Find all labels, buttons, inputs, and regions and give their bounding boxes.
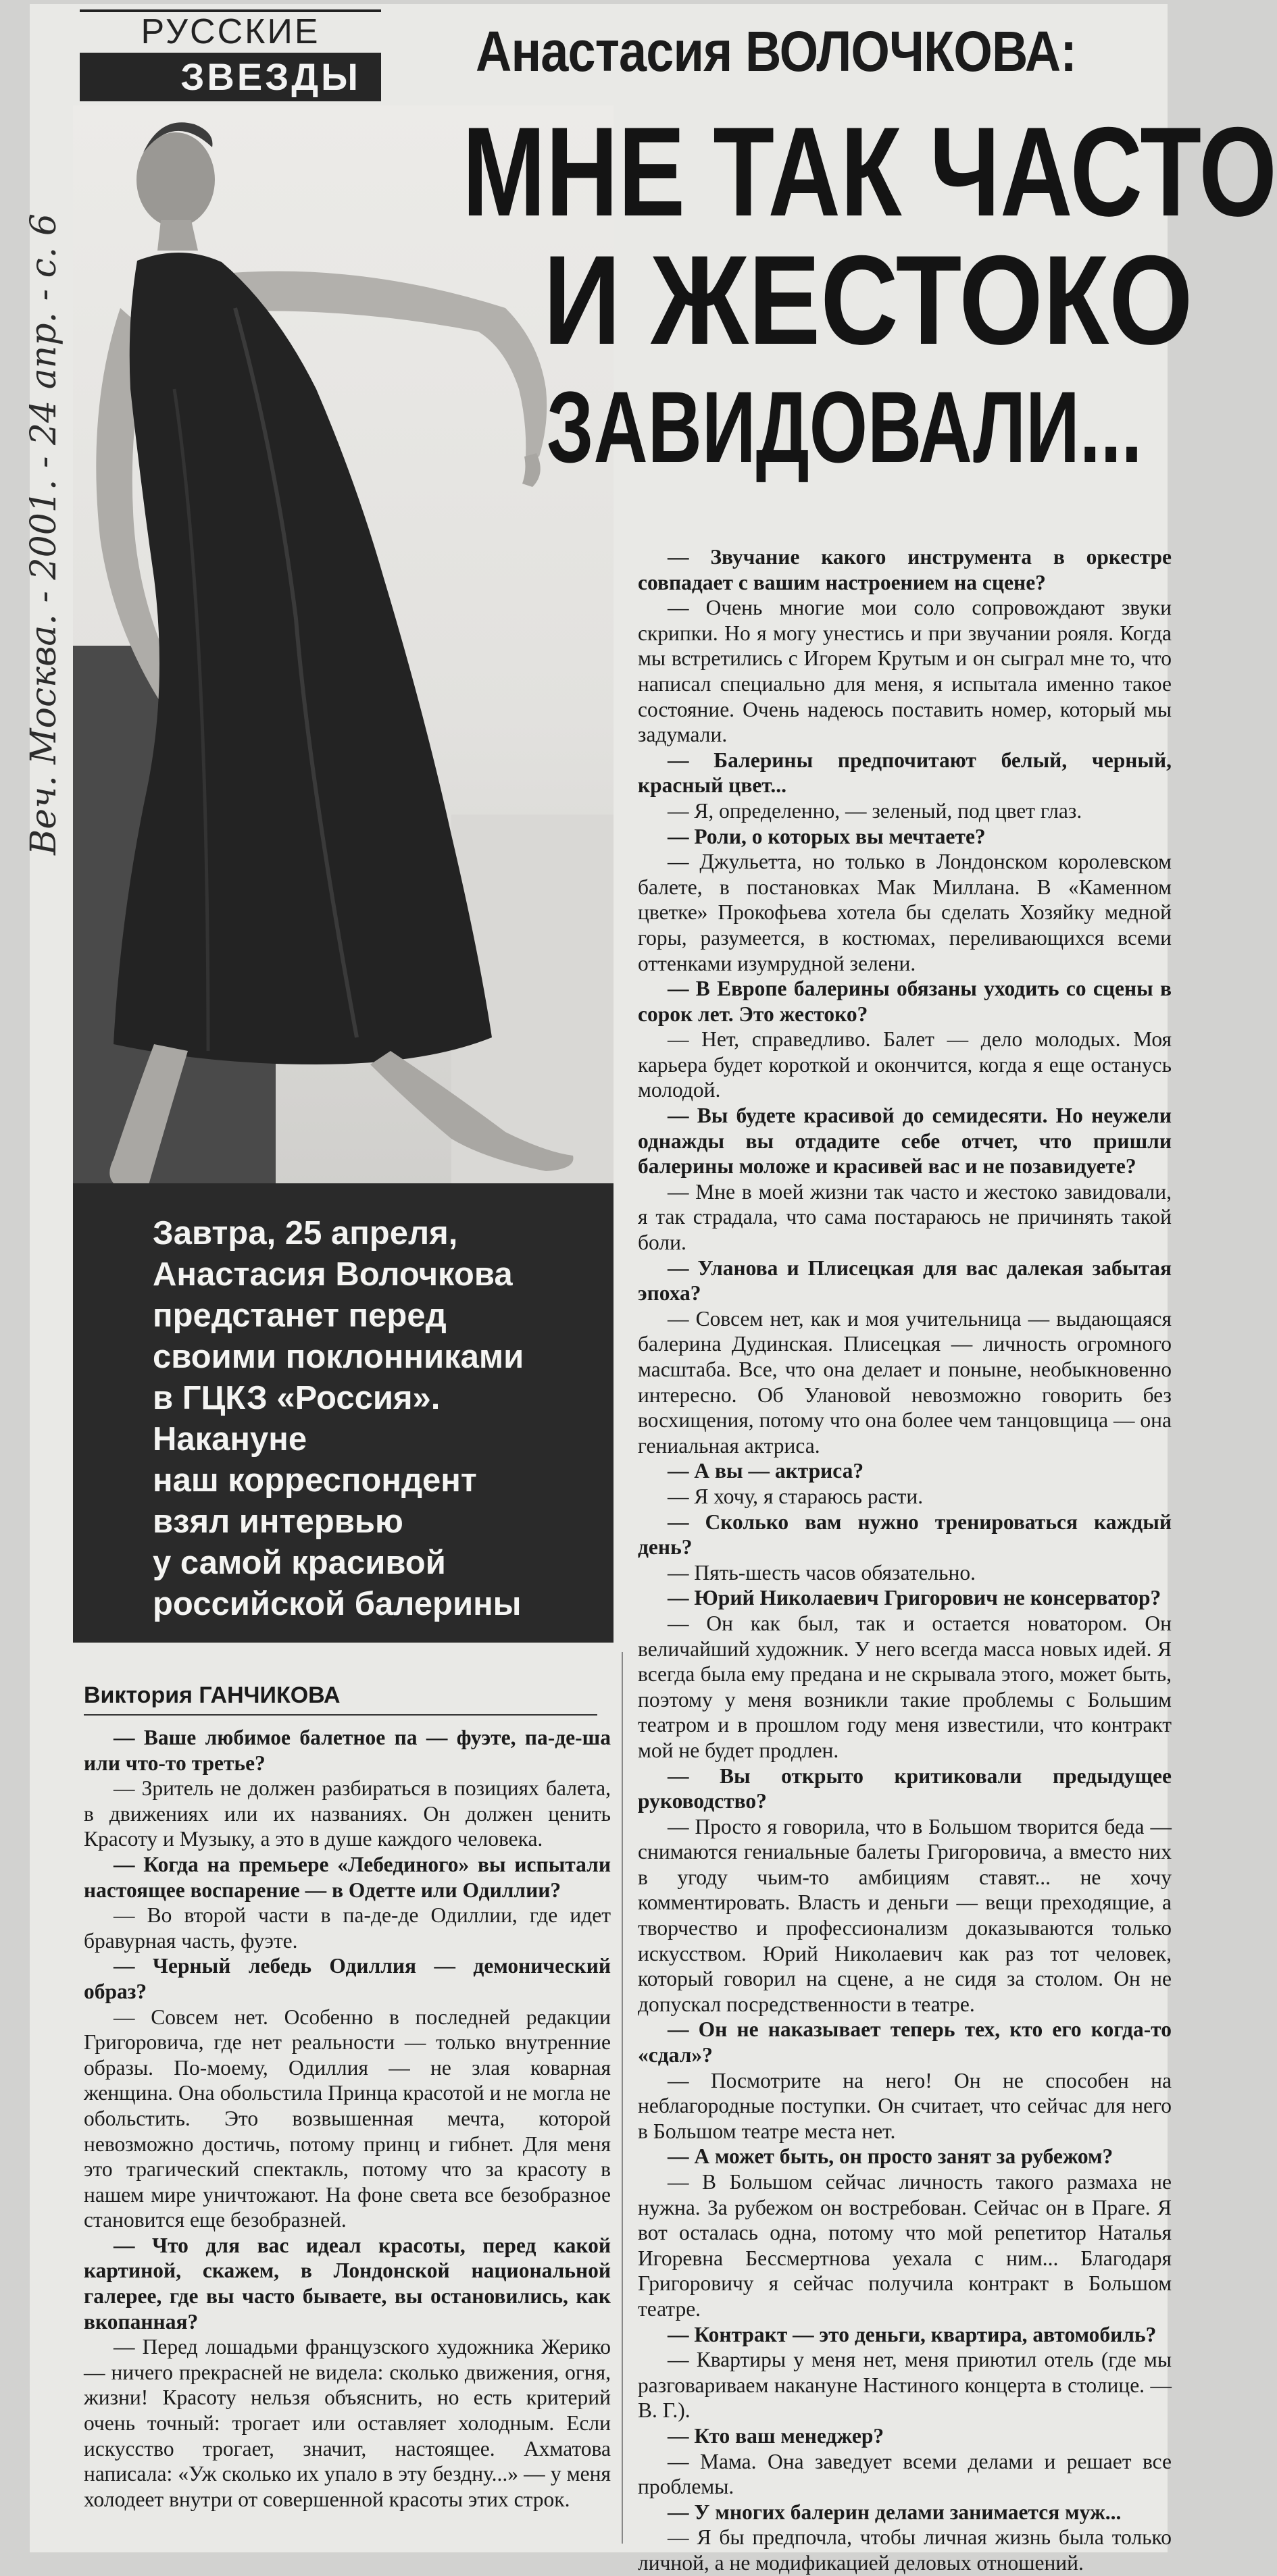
interview-answer: — Зритель не должен разбираться в позициях балета, в движениях или их названиях. Он должен ценить Красоту и Музыку, а это в душе каждого человека. xyxy=(84,1776,611,1851)
interview-answer: — Квартиры у меня нет, меня приютил отель (где мы разговариваем накануне Настиного концерта в столице. — В. Г.). xyxy=(638,2348,1172,2423)
interview-question: — Уланова и Плисецкая для вас далекая забытая эпоха? xyxy=(638,1256,1172,1306)
lead-teaser-box xyxy=(73,1183,614,1643)
teaser-line: Накануне xyxy=(153,1421,307,1458)
interview-answer: — Пять-шесть часов обязательно. xyxy=(668,1560,976,1585)
column-divider xyxy=(622,1652,623,2544)
rubric-label-bold: ЗВЕЗДЫ xyxy=(80,53,381,101)
interview-column-right xyxy=(638,544,1172,2576)
rubric-label: РУССКИЕ xyxy=(80,9,381,55)
interview-answer: — Я бы предпочла, чтобы личная жизнь была только личной, а не модификацией деловых отношений. xyxy=(638,2525,1172,2575)
interview-answer: — Перед лошадьми французского художника Жерико — ничего прекрасней не видела: сколько движения, огня, жизни! Красоту нельзя объяснить, но есть критерий очень точный: трогает или оставляет холодным. Если искусство трогает, значит, настоящее. Ахматова написала: «Уж сколько их упало в эту бездну...» — у меня холодеет внутри от совершенной красоты этих строк. xyxy=(84,2335,611,2511)
ballerina-photo xyxy=(73,105,614,1220)
teaser-line: российской балерины xyxy=(153,1586,522,1622)
interview-answer: — Посмотрите на него! Он не способен на неблагородные поступки. Он считает, что сейчас для него в Большом театре места нет. xyxy=(638,2068,1172,2143)
interview-answer: — Совсем нет. Особенно в последней редакции Григоровича, где нет реальности — только внутренние образы. По-моему, Одиллия — не злая коварная женщина. Она обольстила Принца красотой и не могла не обольстить. Это возвышенная мечта, которой невозможно достичь, потому принц и гибнет. Для меня это трагический спектакль, потому что за красоту в нашем мире уничтожают. На фоне света все безобразное становится еще безобразней. xyxy=(84,2005,611,2232)
interview-question: — В Европе балерины обязаны уходить со сцены в сорок лет. Это жестоко? xyxy=(638,977,1172,1026)
handwritten-annotation xyxy=(24,58,70,869)
interview-question: — Балерины предпочитают белый, черный, красный цвет... xyxy=(638,748,1172,798)
headline-subject: Анастасия ВОЛОЧКОВА: xyxy=(476,20,1077,83)
teaser-line: своими поклонниками xyxy=(153,1339,524,1375)
teaser-line: в ГЦКЗ «Россия». xyxy=(153,1380,441,1416)
teaser-line: предстанет перед xyxy=(153,1297,447,1334)
interview-question: — Сколько вам нужно тренироваться каждый день? xyxy=(638,1510,1172,1560)
newspaper-page xyxy=(24,4,1277,2575)
interview-answer: — Я, определенно, — зеленый, под цвет глаз. xyxy=(668,798,1082,823)
interview-question: — Он не наказывает теперь тех, кто его когда-то «сдал»? xyxy=(638,2017,1172,2067)
interview-answer: — Просто я говорила, что в Большом творится беда — снимаются гениальные балеты Григоровича, а вместо них в угоду чьим-то амбициям ставят... не хочу комментировать. Власть и деньги — вещи преходящие, а творчество и профессионализм доказываются только искусством. Юрий Николаевич как раз тот человек, который говорил на сцене, а не сидя за столом. Он не допускал посредственности в театре. xyxy=(638,1814,1172,2016)
interview-answer: — Мне в моей жизни так часто и жестоко завидовали, я так страдала, что сама постараюсь не причинять такой боли. xyxy=(638,1179,1172,1255)
interview-answer: — Джульетта, но только в Лондонском королевском балете, в постановках Мак Миллана. В «Каменном цветке» Прокофьева хотела бы сделать Хозяйку медной горы, разумеется, в костюмах, переливающихся всеми оттенками изумрудной зелени. xyxy=(638,850,1172,975)
teaser-line: наш корреспондент xyxy=(153,1462,477,1499)
interview-answer: — Нет, справедливо. Балет — дело молодых. Моя карьера будет короткой и окончится, когда я еще останусь молодой. xyxy=(638,1027,1172,1102)
interview-question: — У многих балерин делами занимается муж... xyxy=(668,2500,1122,2524)
headline-line-3: ЗАВИДОВАЛИ... xyxy=(547,370,1143,484)
interview-answer: — В Большом сейчас личность такого размаха не нужна. За рубежом он востребован. Сейчас он в Праге. Я вот осталась одна, потому что мой репетитор Наталья Игоревна Бессмертнова уехала с ним... Благодаря Григоровичу я сейчас получила контракт в Большом театре. xyxy=(638,2170,1172,2321)
interview-question: — Юрий Николаевич Григорович не консерватор? xyxy=(668,1586,1161,1610)
interview-question: — Что для вас идеал красоты, перед какой картиной, скажем, в Лондонской национальной галерее, где вы часто бываете, вы остановились, как вкопанная? xyxy=(84,2233,611,2334)
interview-answer: — Мама. Она заведует всеми делами и решает все проблемы. xyxy=(638,2449,1172,2499)
interview-answer: — Он как был, так и остается новатором. Он величайший художник. У него всегда масса новых идей. Я всегда была ему предана и не скрывала этого, может быть, поэтому у меня возникли такие проблемы с Большим театром и в прошлом году меня известили, что контракт мой не будет продлен. xyxy=(638,1611,1172,1762)
teaser-line: Анастасия Волочкова xyxy=(153,1256,513,1293)
interview-answer: — Очень многие мои соло сопровождают звуки скрипки. Но я могу унестись и при звучании рояля. Когда мы встретились с Игорем Крутым и он сыграл мне то, что написал специально для меня, я испытала именно такое состояние. Очень надеюсь поставить номер, который мы задумали. xyxy=(638,596,1172,747)
interview-answer: — Во второй части в па-де-де Одиллии, где идет бравурная часть, фуэте. xyxy=(84,1903,611,1953)
interview-answer: — Совсем нет, как и моя учительница — выдающаяся балерина Дудинская. Плисецкая — личность огромного масштаба. Все, что она делает и поныне, необыкновенно интересно. Об Улановой невозможно говорить без восхищения, потому что она более чем танцовщица — она гениальная актриса. xyxy=(638,1306,1172,1458)
headline-line-1: МНЕ ТАК ЧАСТО xyxy=(462,101,1277,242)
interview-answer: — Я хочу, я стараюсь расти. xyxy=(668,1484,924,1508)
interview-question: — Черный лебедь Одиллия — демонический образ? xyxy=(84,1954,611,2003)
interview-question: — Кто ваш менеджер? xyxy=(668,2423,884,2448)
teaser-line: взял интервью xyxy=(153,1503,403,1540)
interview-question: — А может быть, он просто занят за рубежом? xyxy=(668,2144,1113,2169)
interview-question: — Контракт — это деньги, квартира, автомобиль? xyxy=(668,2322,1157,2346)
interview-question: — Когда на премьере «Лебединого» вы испытали настоящее воспарение — в Одетте или Одиллии? xyxy=(84,1852,611,1902)
interview-question: — Вы будете красивой до семидесяти. Но неужели однажды вы отдадите себе отчет, что пришли балерины моложе и красивей вас и не позавидуете? xyxy=(638,1104,1172,1179)
headline-line-2: И ЖЕСТОКО xyxy=(543,229,1193,371)
author-byline: Виктория ГАНЧИКОВА xyxy=(84,1682,597,1716)
interview-question: — Ваше любимое балетное па — фуэте, па-де-ша или что-то третье? xyxy=(84,1726,611,1775)
interview-question: — Роли, о которых вы мечтаете? xyxy=(668,824,986,848)
interview-question: — Звучание какого инструмента в оркестре совпадает с вашим настроением на сцене? xyxy=(638,545,1172,594)
interview-question: — А вы — актриса? xyxy=(668,1459,864,1483)
svg-text:Веч. Москва. - 2001. - 24 апр.: Веч. Москва. - 2001. - 24 апр. - с. 6 xyxy=(24,213,64,855)
interview-question: — Вы открыто критиковали предыдущее руководство? xyxy=(638,1763,1172,1813)
teaser-line: у самой красивой xyxy=(153,1545,446,1581)
teaser-line: Завтра, 25 апреля, xyxy=(153,1215,458,1252)
interview-column-left xyxy=(84,1725,611,2512)
